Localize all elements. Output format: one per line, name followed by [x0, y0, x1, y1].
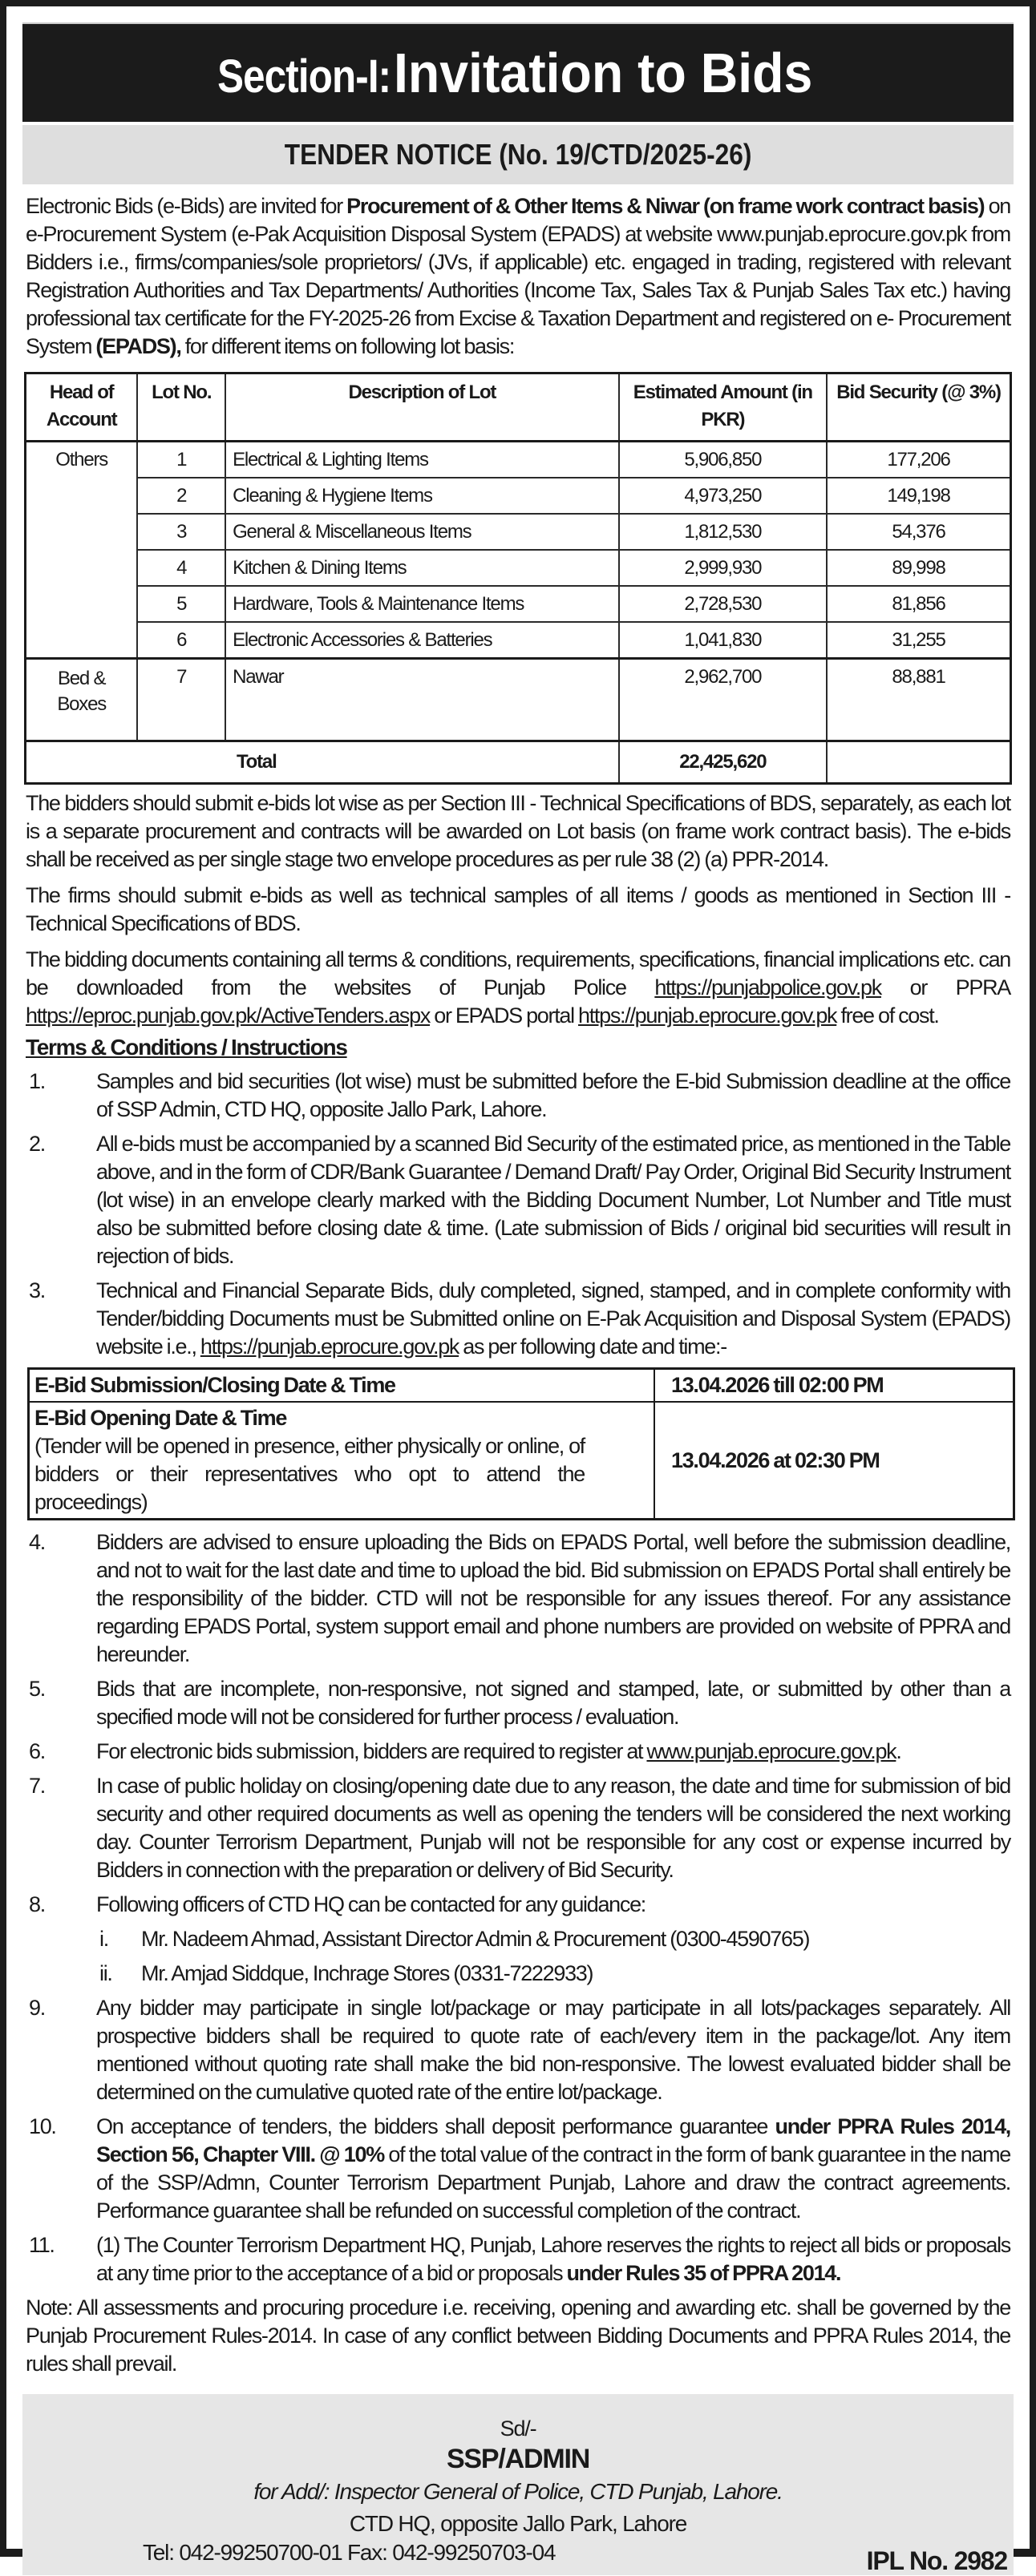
lot-number: 5 — [137, 586, 225, 622]
col-header-security: Bid Security (@ 3%) — [827, 373, 1010, 442]
office-address: CTD HQ, opposite Jallo Park, Lahore — [349, 2511, 687, 2536]
head-of-account: Others — [26, 442, 138, 659]
lot-amount: 2,999,930 — [619, 550, 827, 586]
lot-security: 177,206 — [827, 442, 1010, 478]
submission-label: E-Bid Submission/Closing Date & Time — [29, 1369, 655, 1403]
terms-list — [26, 1068, 1010, 1361]
term-text: All e-bids must be accompanied by a scanned Bid Security of the estimated price, as mentioned in the Table above, and in the form of CDR/Bank Guarantee / Demand Draft/ Pay Order, Original Bid Security Instrument (lot wise) in an envelope clearly marked with the Bidding Document Number, Lot Number and Title must also be submitted before closing date & time. (Late submission of Bids / original bid securities will result in rejection of bids. — [96, 1132, 1010, 1268]
col-header-amount: Estimated Amount (in PKR) — [619, 373, 827, 442]
lot-amount: 1,041,830 — [619, 622, 827, 659]
notice-content — [22, 22, 1014, 2575]
terms-heading: Terms & Conditions / Instructions — [26, 1035, 347, 1060]
epads-link[interactable]: https://punjab.eprocure.gov.pk — [200, 1334, 459, 1359]
col-header-head: Head of Account — [26, 373, 138, 442]
opening-row — [29, 1402, 1014, 1520]
term-number: 6. — [29, 1739, 45, 1763]
tender-notice-number: TENDER NOTICE (No. 19/CTD/2025-26) — [284, 138, 752, 171]
term-text: as per following date and time:- — [459, 1334, 726, 1359]
ppra-link[interactable]: https://eproc.punjab.gov.pk/ActiveTenders.aspx — [26, 1003, 431, 1028]
term-number: 3. — [29, 1278, 45, 1302]
note-paragraph: Note: All assessments and procuring procedure i.e. receiving, opening and awarding etc. shall be governed by the Punjab Procurement Rules-2014. In case of any conflict between Bidding Documents and PPRA Rules 2014, the rules shall prevail. — [26, 2295, 1010, 2376]
intro-bold-text: Procurement of & Other Items & Niwar (on frame work contract basis) — [346, 194, 985, 218]
submission-date: 13.04.2026 till 02:00 PM — [654, 1369, 1014, 1403]
table-row — [26, 659, 1011, 741]
lot-description: General & Miscellaneous Items — [225, 514, 619, 550]
table-row — [26, 622, 1011, 659]
lot-amount: 2,728,530 — [619, 586, 827, 622]
term-text: Bidders are advised to ensure uploading the Bids on EPADS Portal, well before the submission deadline, and not to wait for the last date and time to upload the bid. Bid submission on EPADS Portal shall entirely be the responsibility of the bidder. CTD will not be responsible for any issues thereof. For any assistance regarding EPADS Portal, system support email and phone numbers are provided on website of PPRA and hereunder. — [96, 1530, 1010, 1666]
lots-table — [24, 372, 1012, 785]
term-number: 10. — [29, 2114, 56, 2138]
term-item — [26, 2231, 1010, 2287]
lot-amount: 5,906,850 — [619, 442, 827, 478]
lot-security: 88,881 — [827, 659, 1010, 741]
body-paragraphs — [22, 789, 1014, 2378]
documents-text: The bidding documents containing all terms & conditions, requirements, specifications, financial implications etc. can be downloaded from the websites of Punjab Police — [26, 947, 1010, 999]
term-number: 11. — [29, 2233, 55, 2257]
lot-number: 4 — [137, 550, 225, 586]
lot-number: 2 — [137, 478, 225, 514]
terms-list-continued — [26, 1528, 1010, 2287]
signature-block — [22, 2394, 1014, 2575]
term-text: Any bidder may participate in single lot/package or may participate in all lots/packages separately. All prospective bidders shall be required to quote rate of each/every item in the package/lot. Any item mentioned without quoting rate shall make the bid non-responsive. The lowest evaluated bidder shall be determined on the cumulative quoted rate of the entire lot/package. — [96, 1996, 1010, 2104]
total-security-empty — [827, 741, 1010, 784]
term-item — [26, 2113, 1010, 2225]
col-header-lot: Lot No. — [137, 373, 225, 442]
term-text: (1) The Counter Terrorism Department HQ, Punjab, Lahore reserves the rights to reject all bids or proposals at any time prior to the acceptance of a bid or proposals — [96, 2233, 1010, 2285]
lot-number: 3 — [137, 514, 225, 550]
total-label: Total — [26, 741, 619, 784]
term-item — [26, 1528, 1010, 1669]
term-text: . — [896, 1739, 901, 1763]
documents-text: or PPRA — [880, 975, 1010, 999]
title-banner — [22, 22, 1014, 122]
term-number: 5. — [29, 1677, 45, 1701]
term-item — [26, 1277, 1010, 1361]
term-text: Bids that are incomplete, non-responsive, not signed and stamped, late, or submitted by other than a specified mode will not be considered for further process / evaluation. — [96, 1677, 1010, 1729]
term-number: 1. — [29, 1069, 45, 1093]
col-header-description: Description of Lot — [225, 373, 619, 442]
intro-text: Electronic Bids (e-Bids) are invited for — [26, 194, 347, 218]
lot-amount: 1,812,530 — [619, 514, 827, 550]
documents-text: free of cost. — [836, 1003, 939, 1028]
term-item — [26, 1772, 1010, 1884]
page-title: Invitation to Bids — [394, 42, 813, 104]
table-row — [26, 442, 1011, 478]
signed-mark: Sd/- — [500, 2417, 536, 2441]
opening-date: 13.04.2026 at 02:30 PM — [654, 1402, 1014, 1520]
term-item — [26, 1675, 1010, 1731]
term-item — [26, 1738, 1010, 1766]
lot-security: 89,998 — [827, 550, 1010, 586]
term-item — [26, 1994, 1010, 2106]
lot-description: Cleaning & Hygiene Items — [225, 478, 619, 514]
contact-officer — [96, 1960, 1010, 1988]
submission-row — [29, 1369, 1014, 1403]
lot-number: 1 — [137, 442, 225, 478]
sub-number: i. — [99, 1927, 108, 1951]
term-number: 4. — [29, 1530, 45, 1554]
documents-text: or EPADS portal — [430, 1003, 579, 1028]
table-row — [26, 586, 1011, 622]
lot-number: 6 — [137, 622, 225, 659]
lot-amount: 4,973,250 — [619, 478, 827, 514]
contact-officer — [96, 1925, 1010, 1953]
term-text: Following officers of CTD HQ can be contacted for any guidance: — [96, 1892, 645, 1916]
term-text: For electronic bids submission, bidders are required to register at — [96, 1739, 647, 1763]
term-number: 8. — [29, 1892, 45, 1916]
eprocure-register-link[interactable]: www.punjab.eprocure.gov.pk — [646, 1739, 896, 1763]
lot-amount: 2,962,700 — [619, 659, 827, 741]
lot-security: 54,376 — [827, 514, 1010, 550]
tender-notice-band — [22, 125, 1014, 184]
section-label: Section-I: — [217, 50, 391, 103]
lot-description: Hardware, Tools & Maintenance Items — [225, 586, 619, 622]
samples-paragraph: The firms should submit e-bids as well as technical samples of all items / goods as mentioned in Section III - Technical Specifications of BDS. — [26, 883, 1010, 935]
epads-portal-link[interactable]: https://punjab.eprocure.gov.pk — [578, 1003, 837, 1028]
term-text: Technical and Financial Separate Bids, duly completed, signed, stamped, and in complete conformity with Tender/bidding Documents must be Submitted online on E-Pak Acquisition and Disposal System (EPADS) website i.e., — [96, 1278, 1010, 1359]
opening-note: (Tender will be opened in presence, either physically or online, of bidders or their representatives who opt to attend the proceedings) — [34, 1434, 585, 1514]
table-row — [26, 550, 1011, 586]
intro-text: for different items on following lot basis: — [180, 334, 515, 358]
term-text: Samples and bid securities (lot wise) must be submitted before the E-bid Submission deadline at the office of SSP Admin, CTD HQ, opposite Jallo Park, Lahore. — [96, 1069, 1010, 1121]
term-item — [26, 1130, 1010, 1270]
lot-description: Electronic Accessories & Batteries — [225, 622, 619, 659]
on-behalf-of: for Add/: Inspector General of Police, CTD Punjab, Lahore. — [253, 2479, 783, 2504]
intro-bold-text: (EPADS), — [95, 334, 181, 358]
term-item — [26, 1068, 1010, 1124]
lot-description: Electrical & Lighting Items — [225, 442, 619, 478]
dates-table — [27, 1367, 1015, 1520]
lot-security: 31,255 — [827, 622, 1010, 659]
term-bold-text: under Rules 35 of PPRA 2014. — [566, 2261, 841, 2285]
term-item — [26, 1891, 1010, 1988]
table-header-row — [26, 373, 1011, 442]
officer-text: Mr. Nadeem Ahmad, Assistant Director Admin & Procurement (0300-4590765) — [141, 1927, 810, 1951]
lot-description: Nawar — [225, 659, 619, 741]
ipl-number: IPL No. 2982 — [866, 2546, 1007, 2575]
lot-security: 81,856 — [827, 586, 1010, 622]
term-number: 7. — [29, 1774, 45, 1798]
opening-cell — [29, 1402, 655, 1520]
lot-wise-paragraph: The bidders should submit e-bids lot wise as per Section III - Technical Specifications of BDS, separately, as each lot is a separate procurement and contracts will be awarded on Lot basis (on frame work contract basis). The e-bids shall be received as per single stage two envelope procedures as per rule 38 (2) (a) PPR-2014. — [26, 791, 1010, 871]
intro-text: on e-Procurement System (e-Pak Acquisition Disposal System (EPADS) at website www.punjab.eprocure.gov.pk from Bidders i.e., firms/companies/sole proprietors/ (JVs, if applicable) etc. engaged in trading, registered with relevant Registration Authorities and Tax Departments/ Authorities (Income Tax, Sales Tax & Punjab Sales Tax etc.) having professional tax certificate for the FY-2025-26 from Excise & Taxation Department and registered on e- Procurement System — [26, 194, 1010, 358]
punjab-police-link[interactable]: https://punjabpolice.gov.pk — [654, 975, 881, 999]
lot-description: Kitchen & Dining Items — [225, 550, 619, 586]
total-row — [26, 741, 1011, 784]
opening-label: E-Bid Opening Date & Time — [34, 1406, 287, 1430]
term-text: On acceptance of tenders, the bidders shall deposit performance guarantee — [96, 2114, 775, 2138]
total-amount: 22,425,620 — [619, 741, 827, 784]
contact-numbers: Tel: 042-99250700-01 Fax: 042-99250703-04 — [143, 2540, 556, 2565]
officer-text: Mr. Amjad Siddque, Inchrage Stores (0331-7222933) — [141, 1961, 593, 1985]
signatory-title: SSP/ADMIN — [446, 2444, 590, 2474]
intro-paragraph — [22, 192, 1014, 361]
lot-number: 7 — [137, 659, 225, 741]
table-row — [26, 478, 1011, 514]
term-text: In case of public holiday on closing/opening date due to any reason, the date and time for submission of bid security and other required documents as well as opening the tenders will be considered the next working day. Counter Terrorism Department, Punjab will not be responsible for any cost or expense incurred by Bidders in connection with the preparation or delivery of Bid Security. — [96, 1774, 1010, 1882]
term-number: 2. — [29, 1132, 45, 1156]
sub-number: ii. — [99, 1961, 112, 1985]
documents-paragraph — [26, 946, 1010, 1030]
head-of-account: Bed & Boxes — [26, 659, 138, 741]
term-bold-text: under PPRA Rules 2014, Section 56, Chapter VIII. @ 10% — [96, 2114, 1010, 2166]
lot-security: 149,198 — [827, 478, 1010, 514]
table-row — [26, 514, 1011, 550]
term-number: 9. — [29, 1996, 45, 2020]
term-text: of the total value of the contract in the form of bank guarantee in the name of the SSP/Admn, Counter Terrorism Department Punjab, Lahore and draw the contract agreements. Performance guarantee shall be refunded on successful completion of the contract. — [96, 2142, 1010, 2223]
